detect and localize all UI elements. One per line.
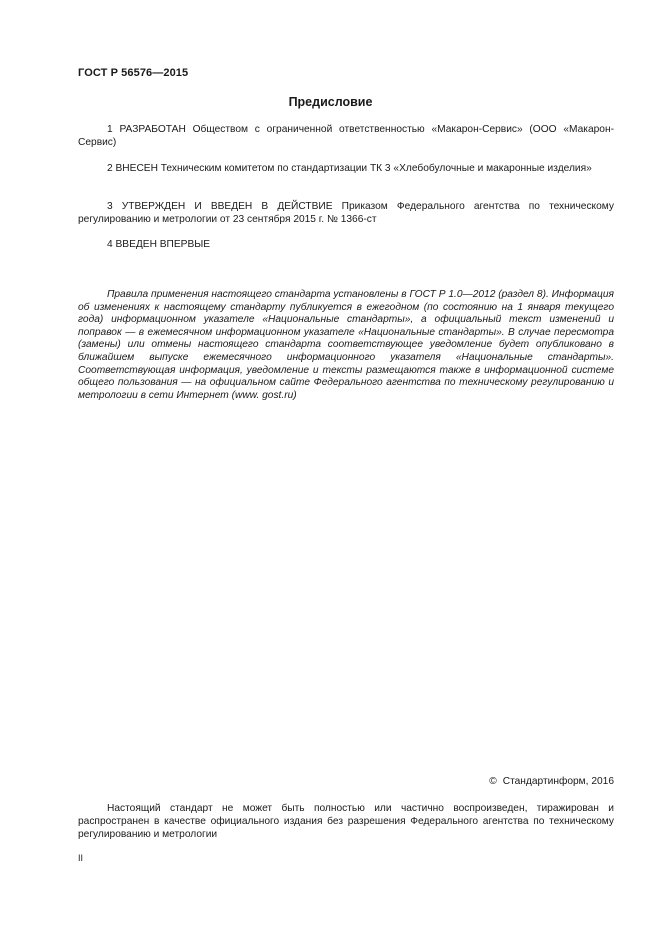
copyright-icon: © <box>489 776 497 787</box>
reproduction-notice: Настоящий стандарт не может быть полностью или частично воспроизведен, тиражирован и распространен в качестве официального издания без разрешения Федерального агентства по техническому регулированию и метрологии <box>78 803 614 840</box>
page-number: II <box>78 853 84 863</box>
foreword-item-2: 2 ВНЕСЕН Техническим комитетом по стандартизации ТК 3 «Хлебобулочные и макаронные изделия» <box>107 163 592 174</box>
copyright <box>489 776 614 787</box>
foreword-item-3: 3 УТВЕРЖДЕН И ВВЕДЕН В ДЕЙСТВИЕ Приказом Федерального агентства по техническому регулированию и метрологии от 23 сентября 2015 г. № 1366-ст <box>78 201 614 225</box>
standard-usage-notice: Правила применения настоящего стандарта установлены в ГОСТ Р 1.0—2012 (раздел 8). Информация об изменениях к настоящему стандарту публикуется в ежегодном (по состоянию на 1 января текущего года) информационном указателе «Национальные стандарты», а официальный текст изменений и поправок — в ежемесячном информационном указателе «Национальные стандарты». В случае пересмотра (замены) или отмены настоящего стандарта соответствующее уведомление будет опубликовано в ближайшем выпуске ежемесячного информационного указателя «Национальные стандарты». Соответствующая информация, уведомление и тексты размещаются также в информационной системе общего пользования — на официальном сайте Федерального агентства по техническому регулированию и метрологии в сети Интернет (www. gost.ru) <box>78 289 614 401</box>
document-header: ГОСТ Р 56576—2015 <box>78 67 189 79</box>
foreword-item-1: 1 РАЗРАБОТАН Обществом с ограниченной ответственностью «Макарон-Сервис» (ООО «Макарон-Сервис) <box>78 124 614 148</box>
foreword-item-4: 4 ВВЕДЕН ВПЕРВЫЕ <box>107 239 211 250</box>
page-title: Предисловие <box>288 95 373 109</box>
copyright-text: Стандартинформ, 2016 <box>502 776 614 787</box>
